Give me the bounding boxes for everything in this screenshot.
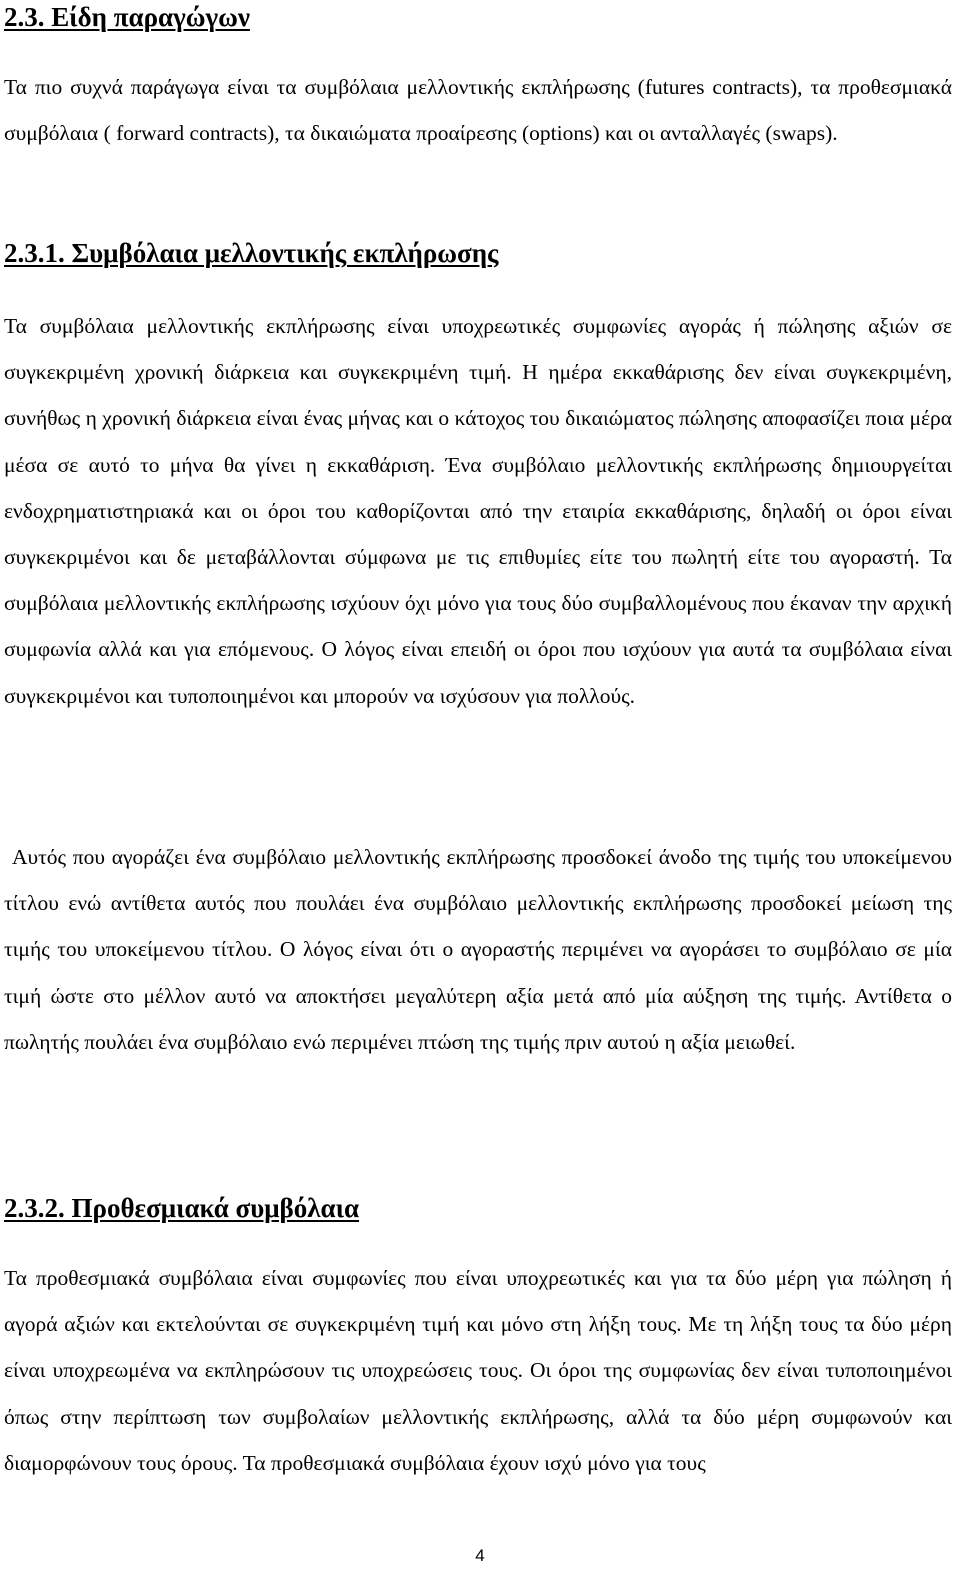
forwards-paragraph-1: Τα προθεσμιακά συμβόλαια είναι συμφωνίες που είναι υποχρεωτικές και για τα δύο μέρη για πώληση ή αγορά αξιών και εκτελούνται σε συγκεκριμένη τιμή και μόνο στη λήξη τους. Με τη λήξη τους τα δύο μέρη είναι υποχρεωμένα να εκπληρώσουν τις υποχρεώσεις τους. Οι όροι της συμφωνίας δεν είναι τυποποιημένοι όπως στην περίπτωση των συμβολαίων μελλοντικής εκπλήρωσης, αλλά τα δύο μέρη συμφωνούν και διαμορφώνουν τους όρους. Τα προθεσμιακά συμβόλαια έχουν ισχύ μόνο για τους (4, 1266, 952, 1475)
subsection-heading-forwards: 2.3.2. Προθεσμιακά συμβόλαια (4, 1193, 360, 1223)
futures-paragraph-2: Αυτός που αγοράζει ένα συμβόλαιο μελλοντικής εκπλήρωσης προσδοκεί άνοδο της τιμής του υποκείμενου τίτλου ενώ αντίθετα αυτός που πουλάει ένα συμβόλαιο μελλοντικής εκπλήρωσης προσδοκεί μείωση της τιμής του υποκείμενου τίτλου. Ο λόγος είναι ότι ο αγοραστής περιμένει να αγοράσει το συμβόλαιο σε μία τιμή ώστε στο μέλλον αυτό να αποκτήσει μεγαλύτερη αξία μετά από μία αύξηση της τιμής. Αντίθετα ο πωλητής πουλάει ένα συμβόλαιο ενώ περιμένει πτώση της τιμής πριν αυτού η αξία μειωθεί. (4, 845, 952, 1054)
subsection-heading-futures: 2.3.1. Συμβόλαια μελλοντικής εκπλήρωσης (4, 238, 499, 268)
futures-paragraph-1: Τα συμβόλαια μελλοντικής εκπλήρωσης είναι υποχρεωτικές συμφωνίες αγοράς ή πώλησης αξιών σε συγκεκριμένη χρονική διάρκεια και συγκεκριμένη τιμή. Η ημέρα εκκαθάρισης δεν είναι συγκεκριμένη, συνήθως η χρονική διάρκεια είναι ένας μήνας και ο κάτοχος του δικαιώματος πώλησης αποφασίζει ποια μέρα μέσα σε αυτό το μήνα θα γίνει η εκκαθάριση. Ένα συμβόλαιο μελλοντικής εκπλήρωσης δημιουργείται ενδοχρηματιστηριακά και οι όροι του καθορίζονται από την εταιρία εκκαθάρισης, δηλαδή οι όροι είναι συγκεκριμένοι και δε μεταβάλλονται σύμφωνα με τις επιθυμίες είτε του πωλητή είτε του αγοραστή. Τα συμβόλαια μελλοντικής εκπλήρωσης ισχύουν όχι μόνο για τους δύο συμβαλλομένους που έκαναν την αρχική συμφωνία αλλά και για επόμενους. Ο λόγος είναι επειδή οι όροι που ισχύουν για αυτά τα συμβόλαια είναι συγκεκριμένοι και τυποποιημένοι και μπορούν να ισχύσουν για πολλούς. (4, 314, 952, 708)
intro-paragraph: Τα πιο συχνά παράγωγα είναι τα συμβόλαια μελλοντικής εκπλήρωσης (futures contracts), τα προθεσμιακά συμβόλαια ( forward contracts), τα δικαιώματα προαίρεσης (options) και οι ανταλλαγές (swaps). (4, 75, 952, 146)
page-number: 4 (475, 1546, 485, 1565)
section-heading: 2.3. Είδη παραγώγων (4, 2, 250, 32)
